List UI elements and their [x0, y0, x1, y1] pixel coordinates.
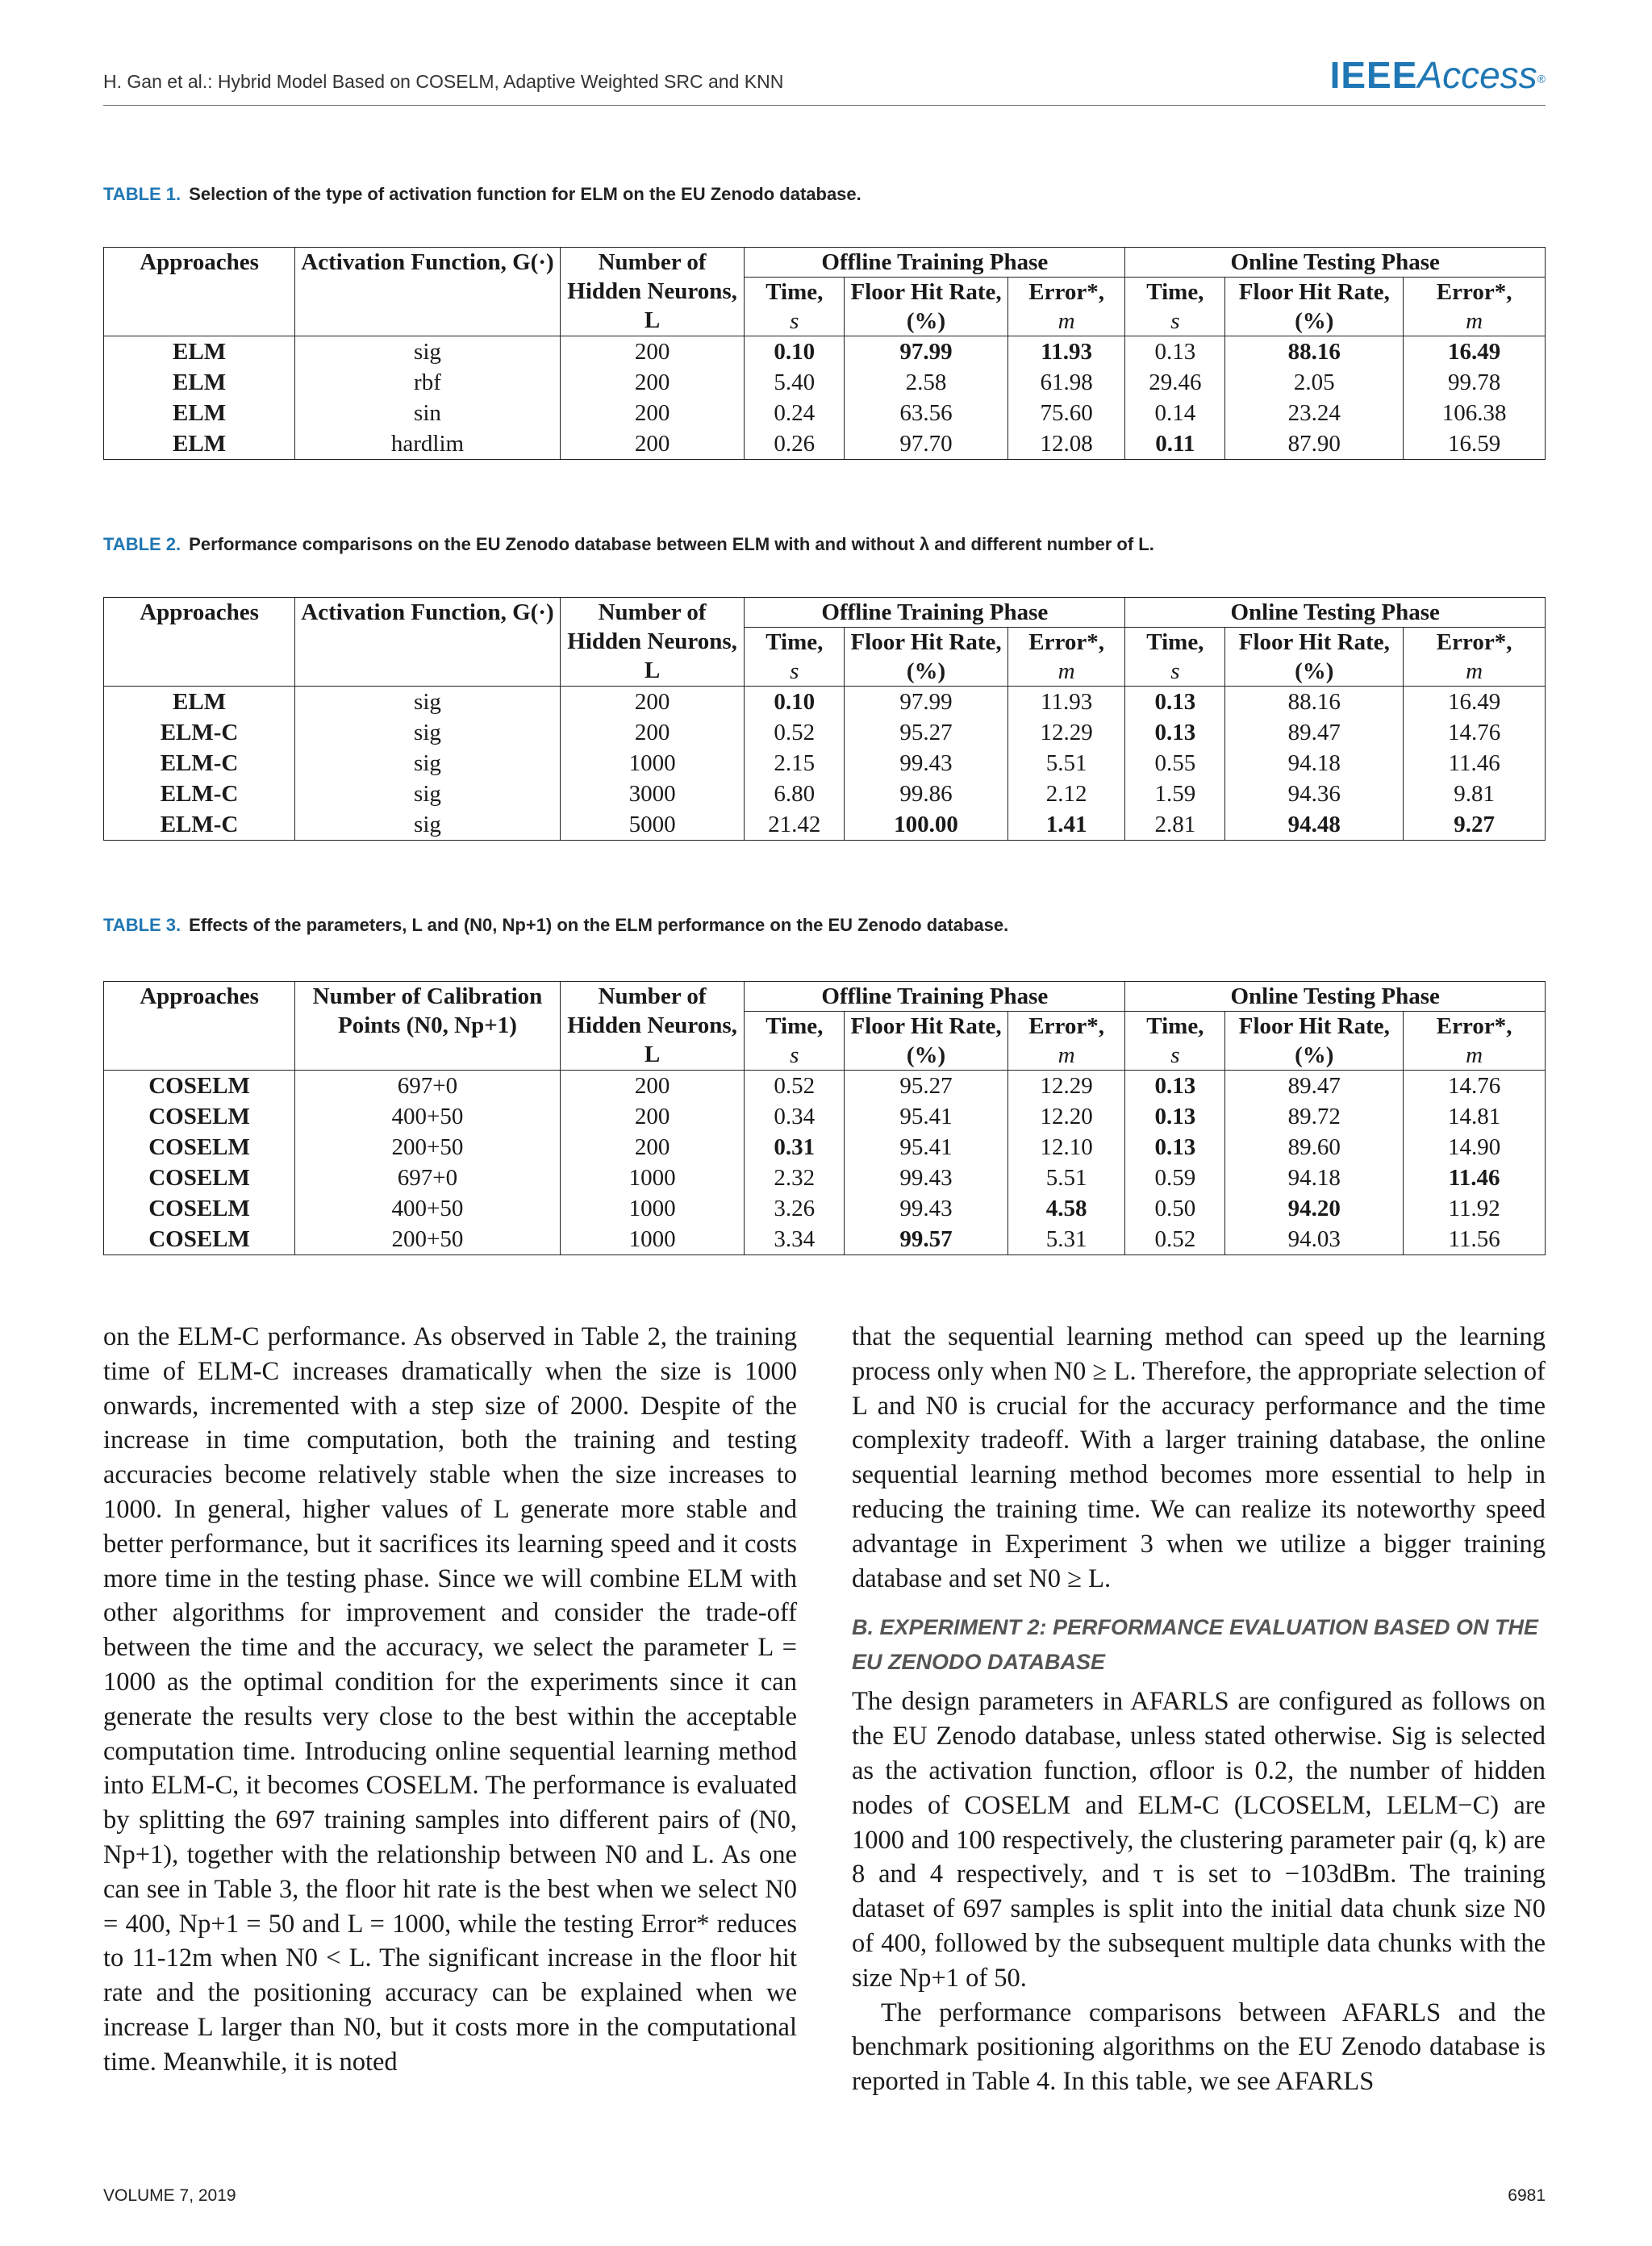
table-cell: 0.50 [1125, 1193, 1225, 1224]
floor-hit-rate-header: Floor Hit Rate, (%) [845, 628, 1008, 687]
table-1-caption-text: Selection of the type of activation function for ELM on the EU Zenodo database. [189, 184, 861, 204]
table-cell: sig [295, 779, 561, 809]
table-1 [103, 247, 1546, 460]
time-label: Time, [1146, 279, 1204, 305]
table-cell: 12.10 [1007, 1132, 1125, 1163]
time-unit: s [1170, 308, 1180, 334]
table-cell: 99.86 [845, 779, 1008, 809]
table-cell: 200 [560, 687, 744, 718]
table-cell: 14.90 [1404, 1132, 1546, 1163]
table-cell: 2.05 [1225, 367, 1404, 398]
table-cell: 12.29 [1007, 1071, 1125, 1102]
table-cell: 106.38 [1404, 398, 1546, 428]
table-row [104, 398, 1546, 428]
table-cell: 400+50 [295, 1101, 561, 1132]
time-header [1125, 1012, 1225, 1071]
floor-hit-rate-header: Floor Hit Rate, (%) [845, 1012, 1008, 1071]
online-phase-header: Online Testing Phase [1125, 982, 1546, 1012]
error-unit: m [1058, 658, 1075, 684]
online-phase-header: Online Testing Phase [1125, 248, 1546, 278]
hidden-neurons-header: Number of Hidden Neurons, L [560, 598, 744, 687]
table-cell: 89.47 [1225, 1071, 1404, 1102]
table-cell: 0.13 [1125, 1132, 1225, 1163]
table-row [104, 1193, 1546, 1224]
header-row [104, 598, 1546, 628]
table-row [104, 717, 1546, 748]
time-label: Time, [766, 279, 824, 305]
floor-hit-rate-header: Floor Hit Rate, (%) [845, 278, 1008, 336]
table-cell: 94.20 [1225, 1193, 1404, 1224]
table-cell: 5.51 [1007, 1163, 1125, 1193]
table-cell: 1.41 [1007, 809, 1125, 841]
time-unit: s [1170, 1042, 1180, 1068]
logo-registered-mark: ® [1537, 72, 1546, 86]
table-cell: 1.59 [1125, 779, 1225, 809]
table-cell: 0.34 [745, 1101, 845, 1132]
right-column [852, 1320, 1546, 2099]
row-label: ELM [104, 687, 295, 718]
footer-volume: VOLUME 7, 2019 [103, 2186, 236, 2205]
table-cell: 12.20 [1007, 1101, 1125, 1132]
table-cell: 3.34 [745, 1224, 845, 1255]
table-cell: 99.43 [845, 1163, 1008, 1193]
error-unit: m [1466, 1042, 1483, 1068]
table-cell: 99.78 [1404, 367, 1546, 398]
table-3-caption [103, 915, 1008, 936]
error-header [1404, 278, 1546, 336]
column-2-header: Number of Calibration Points (N0, Np+1) [295, 982, 561, 1071]
table-cell: 94.48 [1225, 809, 1404, 841]
table-cell: 5000 [560, 809, 744, 841]
table-cell: 0.26 [745, 428, 845, 460]
table-cell: 94.03 [1225, 1224, 1404, 1255]
table-cell: 1000 [560, 748, 744, 779]
time-label: Time, [1146, 1013, 1204, 1039]
row-label: ELM-C [104, 748, 295, 779]
right-paragraph-2: The design parameters in AFARLS are configured as follows on the EU Zenodo database, unless stated otherwise. Sig is selected as the activation function, σfloor is 0.2, the number of hidden nodes of COSELM and ELM-C (LCOSELM, LELM−C) are 1000 and 100 respectively, the clustering parameter pair (q, k) are 8 and 4 respectively, and τ is set to −103dBm. The training dataset of 697 samples is split into the initial data chunk size N0 of 400, followed by the subsequent multiple data chunks with the size Np+1 of 50. [852, 1687, 1546, 1993]
table-row [104, 748, 1546, 779]
error-header [1007, 628, 1125, 687]
table-1-caption [103, 184, 861, 205]
table-cell: 3000 [560, 779, 744, 809]
floor-hit-rate-header: Floor Hit Rate, (%) [1225, 628, 1404, 687]
table-row [104, 809, 1546, 841]
table-cell: sig [295, 748, 561, 779]
time-label: Time, [766, 1013, 824, 1039]
table-3 [103, 981, 1546, 1255]
table-cell: 200 [560, 1101, 744, 1132]
offline-phase-header: Offline Training Phase [745, 598, 1125, 628]
table-cell: 95.41 [845, 1132, 1008, 1163]
row-label: ELM [104, 336, 295, 368]
table-cell: 5.31 [1007, 1224, 1125, 1255]
table-cell: 63.56 [845, 398, 1008, 428]
table-cell: sig [295, 809, 561, 841]
error-label: Error*, [1436, 629, 1512, 655]
table-row [104, 1071, 1546, 1102]
time-label: Time, [1146, 629, 1204, 655]
table-row [104, 428, 1546, 460]
table-cell: 95.27 [845, 1071, 1008, 1102]
table-cell: 95.41 [845, 1101, 1008, 1132]
table-row [104, 687, 1546, 718]
table-cell: 23.24 [1225, 398, 1404, 428]
table-cell: 94.18 [1225, 748, 1404, 779]
table-cell: 0.13 [1125, 336, 1225, 368]
table-row [104, 367, 1546, 398]
row-label: ELM-C [104, 779, 295, 809]
table-2-caption-text: Performance comparisons on the EU Zenodo database between ELM with and without λ and different number of L. [189, 534, 1154, 554]
table-2-label: TABLE 2. [103, 534, 181, 554]
error-label: Error*, [1028, 1013, 1104, 1039]
table-cell: 200 [560, 367, 744, 398]
table-cell: 16.49 [1404, 687, 1546, 718]
table-row [104, 1163, 1546, 1193]
table-cell: 11.56 [1404, 1224, 1546, 1255]
table-cell: 94.36 [1225, 779, 1404, 809]
table-cell: 1000 [560, 1224, 744, 1255]
table-cell: sig [295, 687, 561, 718]
table-cell: 61.98 [1007, 367, 1125, 398]
running-title: H. Gan et al.: Hybrid Model Based on COSELM, Adaptive Weighted SRC and KNN [103, 71, 784, 92]
table-cell: 11.46 [1404, 1163, 1546, 1193]
error-header [1404, 628, 1546, 687]
table-cell: 400+50 [295, 1193, 561, 1224]
table-cell: 697+0 [295, 1163, 561, 1193]
section-heading: B. EXPERIMENT 2: PERFORMANCE EVALUATION BASED ON THE EU ZENODO DATABASE [852, 1615, 1539, 1675]
logo-access-text: Access [1417, 54, 1537, 96]
time-unit: s [790, 1042, 799, 1068]
right-paragraph-1: that the sequential learning method can speed up the learning process only when N0 ≥ L. Therefore, the appropriate selection of L and N0 is crucial for the accuracy performance and the time complexity tradeoff. With a larger training database, the online sequential learning method becomes more essential to help in reducing the training time. We can realize its noteworthy speed advantage in Experiment 3 when we utilize a bigger training database and set N0 ≥ L. [852, 1322, 1546, 1593]
table-cell: 200 [560, 428, 744, 460]
table-cell: 0.52 [745, 1071, 845, 1102]
table-cell: 0.11 [1125, 428, 1225, 460]
table-cell: 89.47 [1225, 717, 1404, 748]
table-cell: 16.49 [1404, 336, 1546, 368]
table-cell: 89.72 [1225, 1101, 1404, 1132]
table-cell: 1000 [560, 1163, 744, 1193]
table-cell: 9.27 [1404, 809, 1546, 841]
table-cell: 0.59 [1125, 1163, 1225, 1193]
ieee-access-logo [1330, 53, 1546, 94]
table-cell: 4.58 [1007, 1193, 1125, 1224]
error-header [1007, 278, 1125, 336]
table-row [104, 1224, 1546, 1255]
table-cell: 0.10 [745, 687, 845, 718]
table-cell: 0.52 [745, 717, 845, 748]
table-cell: 200 [560, 717, 744, 748]
offline-phase-header: Offline Training Phase [745, 982, 1125, 1012]
approaches-header: Approaches [104, 982, 295, 1071]
row-label: ELM [104, 367, 295, 398]
time-unit: s [790, 658, 799, 684]
error-label: Error*, [1436, 1013, 1512, 1039]
table-cell: 697+0 [295, 1071, 561, 1102]
table-cell: sin [295, 398, 561, 428]
row-label: COSELM [104, 1163, 295, 1193]
table-cell: 200 [560, 398, 744, 428]
table-cell: 0.55 [1125, 748, 1225, 779]
table-cell: 29.46 [1125, 367, 1225, 398]
error-unit: m [1466, 658, 1483, 684]
table-cell: 2.12 [1007, 779, 1125, 809]
table-cell: hardlim [295, 428, 561, 460]
table-1-label: TABLE 1. [103, 184, 181, 204]
table-cell: 5.40 [745, 367, 845, 398]
table-cell: 88.16 [1225, 687, 1404, 718]
table-cell: 87.90 [1225, 428, 1404, 460]
table-3-caption-text: Effects of the parameters, L and (N0, Np+1) on the ELM performance on the EU Zenodo database. [189, 915, 1009, 935]
table-cell: 11.93 [1007, 336, 1125, 368]
table-cell: 0.24 [745, 398, 845, 428]
table-cell: 0.52 [1125, 1224, 1225, 1255]
online-phase-header: Online Testing Phase [1125, 598, 1546, 628]
table-3-label: TABLE 3. [103, 915, 181, 935]
hidden-neurons-header: Number of Hidden Neurons, L [560, 248, 744, 336]
table-cell: 200 [560, 336, 744, 368]
table-cell: 97.99 [845, 687, 1008, 718]
error-unit: m [1058, 1042, 1075, 1068]
row-label: ELM [104, 398, 295, 428]
logo-ieee-text: IEEE [1329, 54, 1418, 96]
footer-page-number: 6981 [1508, 2186, 1546, 2205]
table-cell: 88.16 [1225, 336, 1404, 368]
table-cell: 0.10 [745, 336, 845, 368]
table-cell: 5.51 [1007, 748, 1125, 779]
table-cell: 99.57 [845, 1224, 1008, 1255]
approaches-header: Approaches [104, 598, 295, 687]
table-cell: 2.58 [845, 367, 1008, 398]
table-cell: 0.31 [745, 1132, 845, 1163]
offline-phase-header: Offline Training Phase [745, 248, 1125, 278]
time-header [745, 1012, 845, 1071]
error-label: Error*, [1436, 279, 1512, 305]
table-cell: 0.13 [1125, 1101, 1225, 1132]
table-cell: 2.81 [1125, 809, 1225, 841]
table-2-caption [103, 534, 1154, 555]
error-label: Error*, [1028, 279, 1104, 305]
row-label: COSELM [104, 1071, 295, 1102]
table-cell: 14.81 [1404, 1101, 1546, 1132]
table-cell: 99.43 [845, 748, 1008, 779]
floor-hit-rate-header: Floor Hit Rate, (%) [1225, 278, 1404, 336]
time-header [1125, 278, 1225, 336]
hidden-neurons-header: Number of Hidden Neurons, L [560, 982, 744, 1071]
table-cell: sig [295, 336, 561, 368]
table-cell: 12.29 [1007, 717, 1125, 748]
time-header [745, 278, 845, 336]
table-cell: 1000 [560, 1193, 744, 1224]
table-cell: 3.26 [745, 1193, 845, 1224]
table-cell: 2.15 [745, 748, 845, 779]
time-unit: s [1170, 658, 1180, 684]
table-cell: 11.92 [1404, 1193, 1546, 1224]
row-label: ELM [104, 428, 295, 460]
table-cell: 0.13 [1125, 717, 1225, 748]
row-label: COSELM [104, 1132, 295, 1163]
table-cell: 11.46 [1404, 748, 1546, 779]
error-unit: m [1466, 308, 1483, 334]
table-2 [103, 597, 1546, 841]
table-cell: 0.14 [1125, 398, 1225, 428]
table-cell: 200+50 [295, 1132, 561, 1163]
row-label: COSELM [104, 1224, 295, 1255]
table-cell: 14.76 [1404, 717, 1546, 748]
table-row [104, 336, 1546, 368]
table-row [104, 1132, 1546, 1163]
table-cell: sig [295, 717, 561, 748]
time-label: Time, [766, 629, 824, 655]
table-cell: 75.60 [1007, 398, 1125, 428]
error-header [1007, 1012, 1125, 1071]
time-header [745, 628, 845, 687]
row-label: ELM-C [104, 717, 295, 748]
table-cell: 0.13 [1125, 687, 1225, 718]
row-label: COSELM [104, 1101, 295, 1132]
table-cell: 200 [560, 1071, 744, 1102]
table-cell: 89.60 [1225, 1132, 1404, 1163]
left-paragraph-1: on the ELM-C performance. As observed in Table 2, the training time of ELM-C increases dramatically when the size is 1000 onwards, incremented with a step size of 2000. Despite of the increase in time computation, both the training and testing accuracies become relatively stable when the size increases to 1000. In general, higher values of L generate more stable and better performance, but it sacrifices its learning speed and it costs more time in the testing phase. Since we will combine ELM with other algorithms for improvement and consider the trade-off between the time and the accuracy, we select the parameter L = 1000 as the optimal condition for the experiments since it can generate the results very close to the best within the acceptable computation time. Introducing online sequential learning method into ELM-C, it becomes COSELM. The performance is evaluated by splitting the 697 training samples into different pairs of (N0, Np+1), together with the relationship between N0 and L. As one can see in Table 3, the floor hit rate is the best when we select N0 = 400, Np+1 = 50 and L = 1000, while the testing Error* reduces to 11-12m when N0 < L. The significant increase in the floor hit rate and the positioning accuracy can be explained when we increase L larger than N0, but it costs more in the computational time. Meanwhile, it is noted [103, 1322, 797, 2077]
column-2-header: Activation Function, G(·) [295, 248, 561, 336]
floor-hit-rate-header: Floor Hit Rate, (%) [1225, 1012, 1404, 1071]
table-cell: 99.43 [845, 1193, 1008, 1224]
column-2-header: Activation Function, G(·) [295, 598, 561, 687]
table-cell: 97.70 [845, 428, 1008, 460]
table-cell: 2.32 [745, 1163, 845, 1193]
table-cell: 6.80 [745, 779, 845, 809]
error-header [1404, 1012, 1546, 1071]
table-cell: rbf [295, 367, 561, 398]
table-cell: 12.08 [1007, 428, 1125, 460]
table-cell: 14.76 [1404, 1071, 1546, 1102]
table-cell: 0.13 [1125, 1071, 1225, 1102]
table-cell: 200+50 [295, 1224, 561, 1255]
left-column [103, 1320, 797, 2080]
table-cell: 11.93 [1007, 687, 1125, 718]
row-label: COSELM [104, 1193, 295, 1224]
row-label: ELM-C [104, 809, 295, 841]
time-header [1125, 628, 1225, 687]
table-cell: 94.18 [1225, 1163, 1404, 1193]
table-row [104, 779, 1546, 809]
table-cell: 100.00 [845, 809, 1008, 841]
time-unit: s [790, 308, 799, 334]
table-cell: 16.59 [1404, 428, 1546, 460]
header-row [104, 248, 1546, 278]
approaches-header: Approaches [104, 248, 295, 336]
error-label: Error*, [1028, 629, 1104, 655]
error-unit: m [1058, 308, 1075, 334]
table-cell: 9.81 [1404, 779, 1546, 809]
table-cell: 97.99 [845, 336, 1008, 368]
page-header [103, 54, 1546, 106]
table-cell: 95.27 [845, 717, 1008, 748]
table-row [104, 1101, 1546, 1132]
right-paragraph-3: The performance comparisons between AFARLS and the benchmark positioning algorithms on the EU Zenodo database is reported in Table 4. In this table, we see AFARLS [852, 1998, 1546, 2097]
table-cell: 200 [560, 1132, 744, 1163]
header-row [104, 982, 1546, 1012]
table-cell: 21.42 [745, 809, 845, 841]
